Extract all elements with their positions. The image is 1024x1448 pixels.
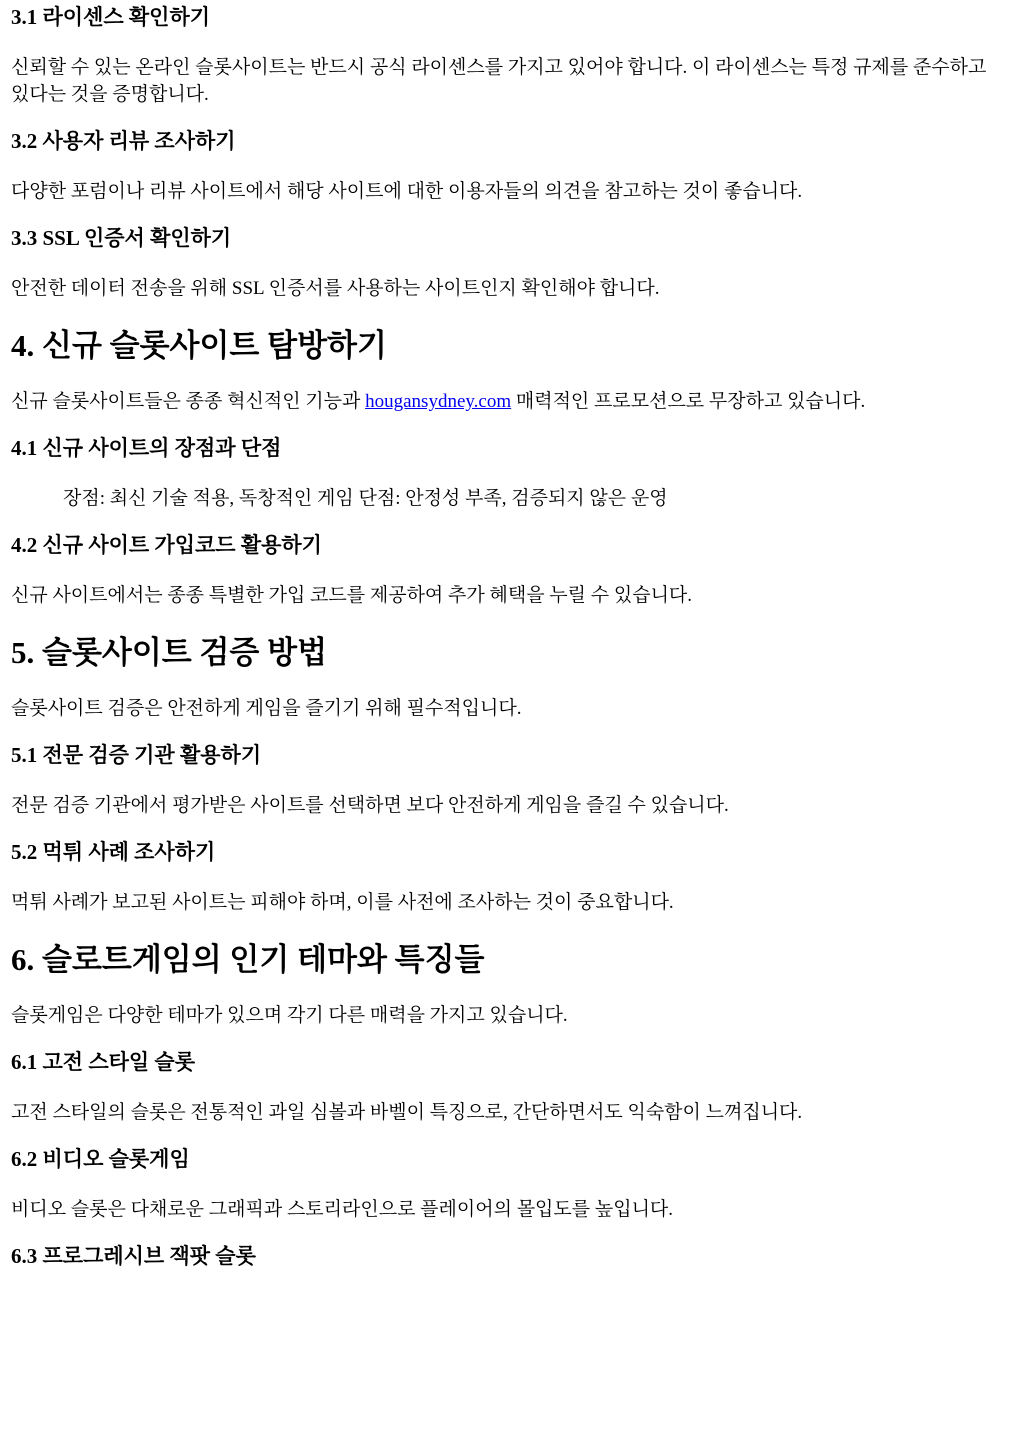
section-paragraph-4-1: 장점: 최신 기술 적용, 독창적인 게임 단점: 안정성 부족, 검증되지 않은 운영 — [63, 488, 668, 509]
section-heading-4: 4. 신규 슬롯사이트 탐방하기 — [11, 328, 387, 363]
section-paragraph-3-1: 신뢰할 수 있는 온라인 슬롯사이트는 반드시 공식 라이센스를 가지고 있어야 합니다. 이 라이센스는 특정 규제를 준수하고 있다는 것을 증명합니다. — [11, 57, 987, 105]
section-paragraph-4 — [11, 388, 1004, 415]
section-paragraph-5-1: 전문 검증 기관에서 평가받은 사이트를 선택하면 보다 안전하게 게임을 즐길 수 있습니다. — [11, 795, 729, 816]
site-link[interactable]: hougansydney.com — [365, 391, 512, 412]
section-paragraph-6-1: 고전 스타일의 슬롯은 전통적인 과일 심볼과 바벨이 특징으로, 간단하면서도 익숙함이 느껴집니다. — [11, 1102, 803, 1123]
section-heading-6-1: 6.1 고전 스타일 슬롯 — [11, 1050, 196, 1074]
section-paragraph-5: 슬롯사이트 검증은 안전하게 게임을 즐기기 위해 필수적입니다. — [11, 698, 522, 719]
section-paragraph-3-2: 다양한 포럼이나 리뷰 사이트에서 해당 사이트에 대한 이용자들의 의견을 참고하는 것이 좋습니다. — [11, 181, 803, 202]
section-heading-5: 5. 슬롯사이트 검증 방법 — [11, 635, 328, 670]
section-heading-6: 6. 슬로트게임의 인기 테마와 특징들 — [11, 942, 485, 977]
section-heading-5-1: 5.1 전문 검증 기관 활용하기 — [11, 743, 262, 767]
paragraph-text-after-link: 매력적인 프로모션으로 무장하고 있습니다. — [511, 391, 866, 412]
section-heading-6-3: 6.3 프로그레시브 잭팟 슬롯 — [11, 1244, 256, 1268]
section-heading-3-1: 3.1 라이센스 확인하기 — [11, 5, 211, 29]
section-paragraph-6-2: 비디오 슬롯은 다채로운 그래픽과 스토리라인으로 플레이어의 몰입도를 높입니다. — [11, 1199, 674, 1220]
section-paragraph-3-3: 안전한 데이터 전송을 위해 SSL 인증서를 사용하는 사이트인지 확인해야 합니다. — [11, 278, 660, 299]
section-heading-4-2: 4.2 신규 사이트 가입코드 활용하기 — [11, 533, 322, 557]
section-heading-6-2: 6.2 비디오 슬롯게임 — [11, 1147, 190, 1171]
article-body — [0, 2, 1024, 1271]
section-paragraph-6: 슬롯게임은 다양한 테마가 있으며 각기 다른 매력을 가지고 있습니다. — [11, 1005, 568, 1026]
section-heading-5-2: 5.2 먹튀 사례 조사하기 — [11, 840, 216, 864]
section-heading-3-2: 3.2 사용자 리뷰 조사하기 — [11, 129, 236, 153]
section-paragraph-4-2: 신규 사이트에서는 종종 특별한 가입 코드를 제공하여 추가 혜택을 누릴 수 있습니다. — [11, 585, 693, 606]
section-heading-4-1: 4.1 신규 사이트의 장점과 단점 — [11, 436, 282, 460]
section-heading-3-3: 3.3 SSL 인증서 확인하기 — [11, 226, 232, 250]
section-paragraph-5-2: 먹튀 사례가 보고된 사이트는 피해야 하며, 이를 사전에 조사하는 것이 중요합니다. — [11, 892, 674, 913]
paragraph-text-before-link: 신규 슬롯사이트들은 종종 혁신적인 기능과 — [11, 391, 366, 412]
